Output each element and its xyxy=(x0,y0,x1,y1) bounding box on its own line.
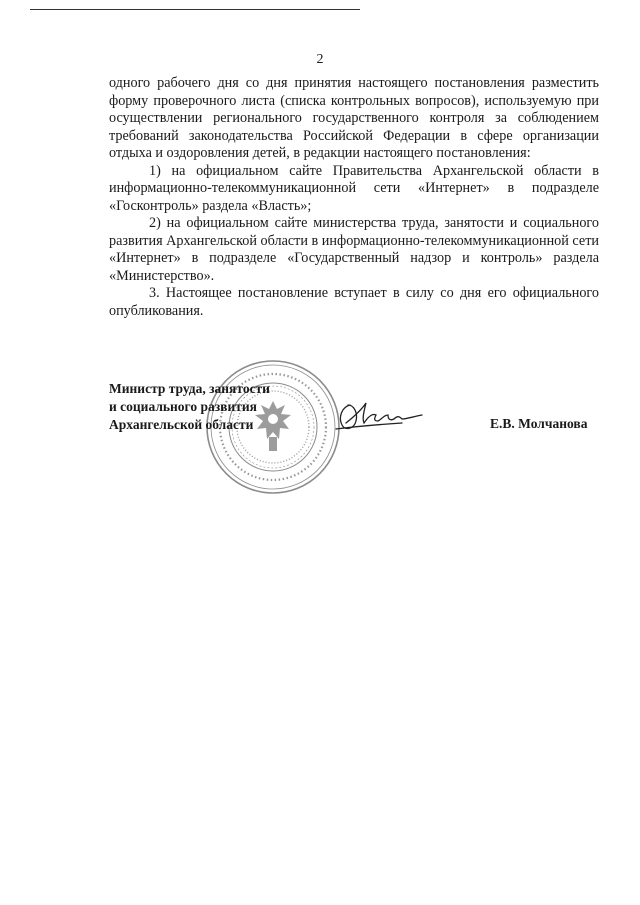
list-item-3: 3. Настоящее постановление вступает в силу со дня его официального опубликования. xyxy=(109,285,599,319)
signatory-title-line-3: Архангельской области xyxy=(109,417,254,432)
header-rule xyxy=(30,9,360,10)
document-body xyxy=(109,75,599,320)
signatory-title-line-1: Министр труда, занятости xyxy=(109,381,270,396)
signatory-name: Е.В. Молчанова xyxy=(490,416,588,431)
page-number: 2 xyxy=(316,52,324,67)
list-item-2: 2) на официальном сайте министерства труда, занятости и социального развития Архангельской области в информационно-телекоммуникационной сети «Интернет» в подразделе «Государственный надзор и контроль» раздела «Министерство». xyxy=(109,215,599,284)
signatory-title-line-2: и социального развития xyxy=(109,399,257,414)
list-item-1: 1) на официальном сайте Правительства Архангельской области в информационно-телекоммуникационной сети «Интернет» в подразделе «Госконтроль» раздела «Власть»; xyxy=(109,162,599,214)
signatory-title xyxy=(109,380,270,434)
intro-paragraph: одного рабочего дня со дня принятия настоящего постановления разместить форму проверочного листа (списка контрольных вопросов), используемую при осуществлении регионального государственного контроля за соблюдением требований законодательства Российской Федерации в сфере организации отдыха и оздоровления детей, в редакции настоящего постановления: xyxy=(109,75,599,161)
signature-icon xyxy=(332,393,432,437)
